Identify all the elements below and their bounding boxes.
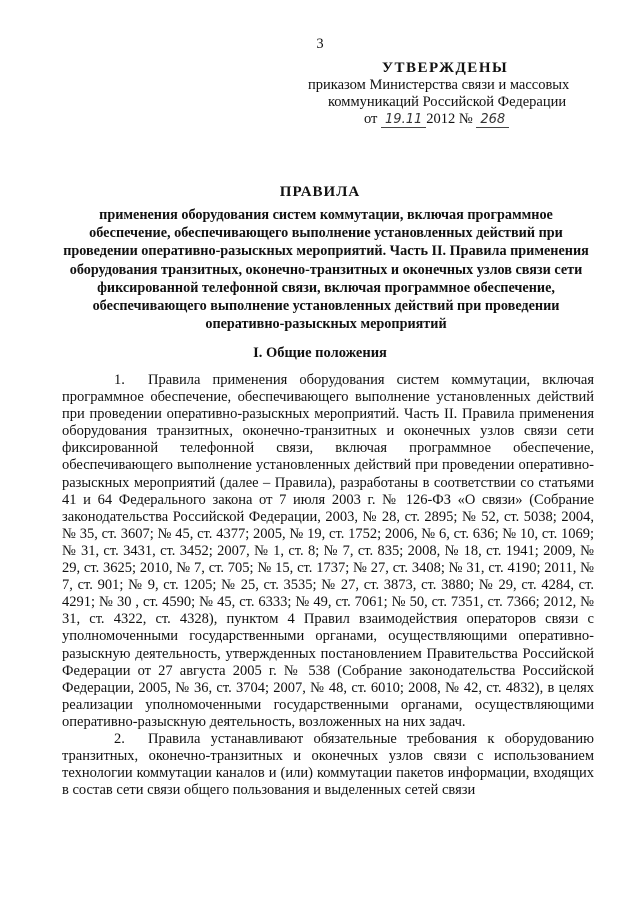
paragraph-2 [62, 731, 594, 799]
date-year: 2012 [426, 111, 456, 127]
paragraph-number: 2. [114, 730, 125, 747]
paragraph-text: Правила устанавливают обязательные требования к оборудованию транзитных, оконечно-транзитных и оконечных узлов связи с использованием технологии коммутации каналов и (или) коммутации пакетов информации, входящих в состав сети связи общего пользования и выделенных сетей связи [62, 730, 594, 799]
document-title: ПРАВИЛА [279, 184, 361, 200]
approval-date-line [364, 111, 590, 128]
number-sign: № [458, 111, 473, 127]
approval-line-2: коммуникаций Российской Федерации [328, 94, 567, 110]
paragraph-1 [62, 372, 594, 731]
date-prefix: от [364, 111, 378, 127]
paragraph-number: 1. [114, 372, 125, 388]
paragraph-text: Правила применения оборудования систем коммутации, включая программное обеспечение, обеспечивающего выполнение установленных действий при проведении оперативно-разыскных мероприятий. Часть II. Правила применения оборудования транзитных, оконечно-транзитных и оконечных узлов связи сети фиксированной телефонной связи, включая программное обеспечение, обеспечивающего выполнение установленных действий при проведении оперативно-разыскных мероприятий (далее – Правила), разработаны в соответствии со статьями 41 и 64 Федерального закона от 7 июля 2003 г. № 126-ФЗ «О связи» (Собрание законодательства Российской Федерации, 2003, № 28, ст. 2895; № 52, ст. 5038; 2004, № 35, ст. 3607; № 45, ст. 4377; 2005, № 19, ст. 1752; 2006, № 6, ст. 636; № 10, ст. 1069; № 31, ст. 3431, ст. 3452; 2007, № 1, ст. 8; № 7, ст. 835; 2008, № 18, ст. 1941; 2009, № 29, ст. 3625; 2010, № 7, ст. 705; № 15, ст. 1737; № 27, ст. 3408; № 31, ст. 4190; 2011, № 7, ст. 901; № 9, ст. 1205; № 25, ст. 3535; № 27, ст. 3873, ст. 3880; № 29, ст. 4284, ст. 4291; № 30 , ст. 4590; № 45, ст. 6333; № 49, ст. 7061; № 50, ст. 7351, ст. 7366; 2012, № 31, ст. 4322, ст. 4328), пунктом 4 Правил взаимодействия операторов связи с уполномоченными государственными органами, осуществляющими оперативно-разыскную деятельность, утвержденных постановлением Правительства Российской Федерации от 27 августа 2005 г. № 538 (Собрание законодательства Российской Федерации, 2005, № 36, ст. 3704; 2007, № 48, ст. 6010; 2008, № 42, ст. 4832), в целях реализации уполномоченными государственными органами, осуществляющими оперативно-разыскную деятельность, возложенных на них задач. [62, 372, 594, 730]
approval-line-1: приказом Министерства связи и массовых [308, 77, 570, 93]
approval-block [290, 60, 590, 128]
handwritten-date: 19.11 [381, 112, 426, 128]
document-subtitle: применения оборудования систем коммутации, включая программное обеспечение, обеспечивающего выполнение установленных действий при проведении оперативно-разыскных мероприятий. Часть II. Правила применения оборудования транзитных, оконечно-транзитных и оконечных узлов связи сети фиксированной телефонной связи, включая программное обеспечение, обеспечивающего выполнение установленных действий при проведении оперативно-разыскных мероприятий [63, 207, 589, 333]
page-number: 3 [316, 36, 324, 52]
section-heading: I. Общие положения [253, 345, 387, 361]
handwritten-number: 268 [476, 112, 509, 128]
approval-heading: УТВЕРЖДЕНЫ [382, 60, 509, 76]
document-body [62, 372, 594, 799]
